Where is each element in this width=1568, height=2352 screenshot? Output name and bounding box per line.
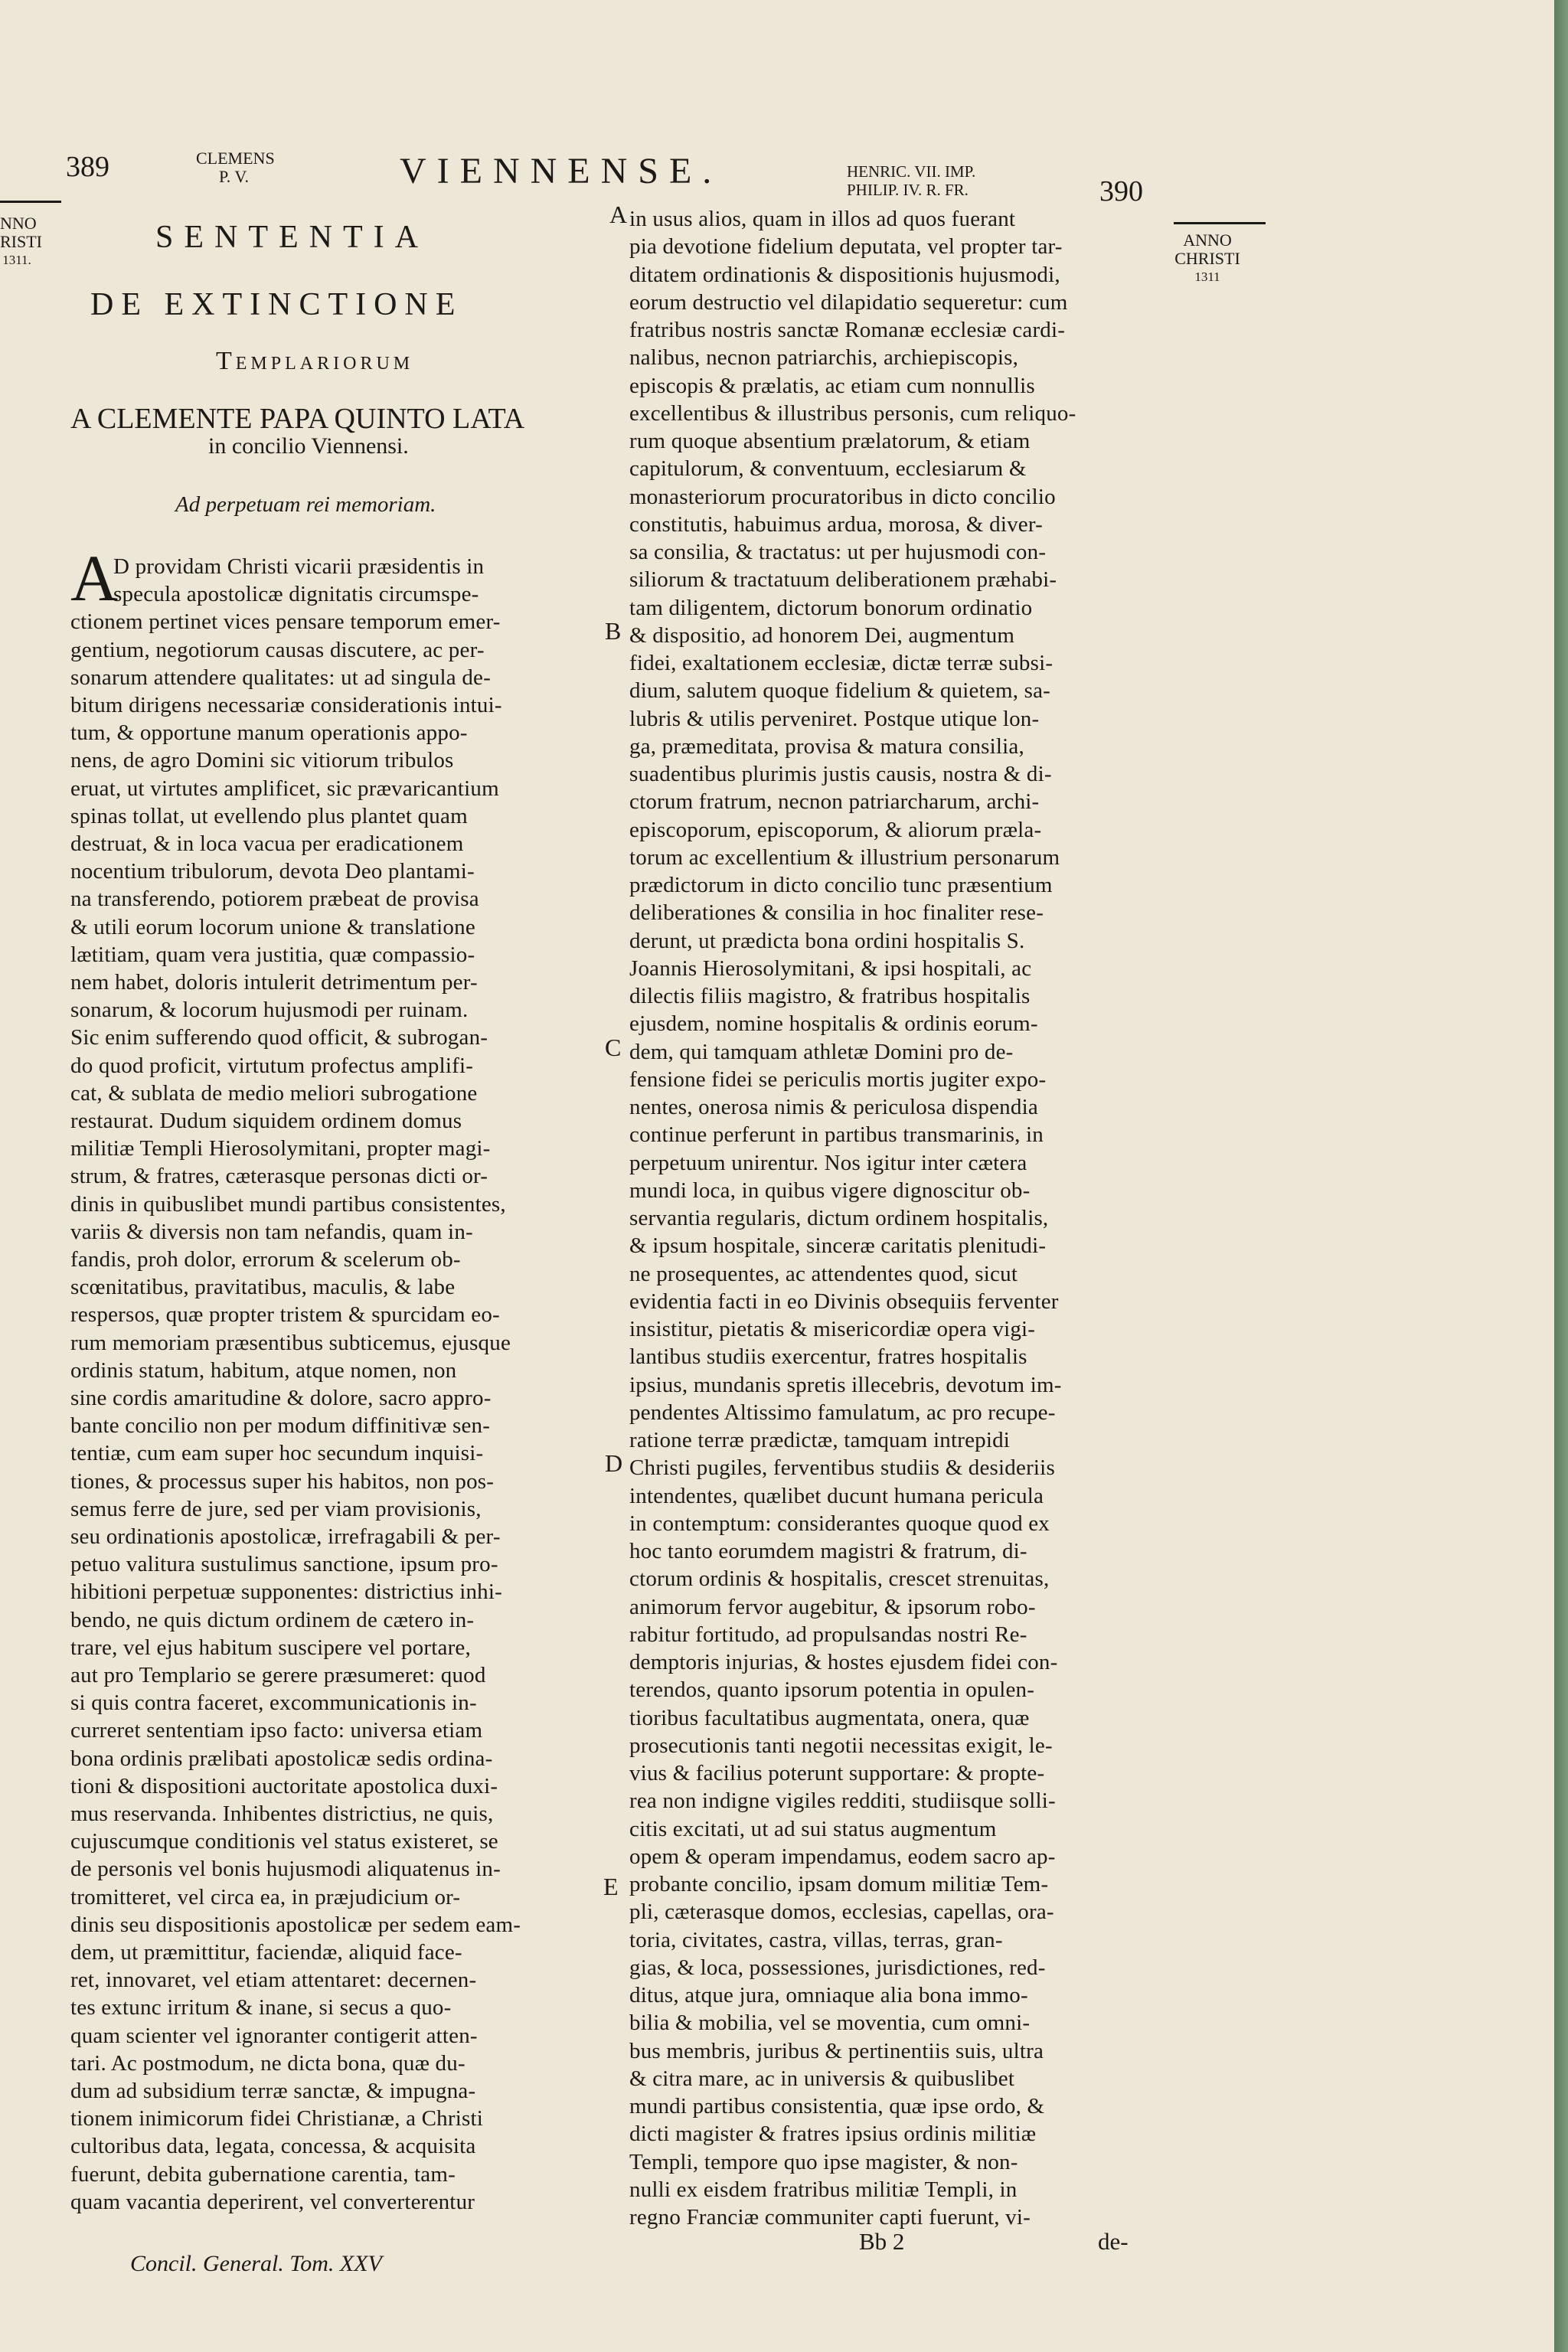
left-column-line: gentium, negotiorum causas discutere, ac per- [70, 637, 485, 662]
right-column-line: monasteriorum procuratoribus in dicto concilio [629, 484, 1056, 509]
right-column-line: ipsius, mundanis spretis illecebris, devotum im- [629, 1372, 1062, 1397]
left-margin-rule [0, 201, 61, 203]
right-column-line: gias, & loca, possessiones, jurisdictiones, red- [629, 1955, 1046, 1980]
left-column-line: seu ordinationis apostolicæ, irrefragabili & per- [70, 1524, 501, 1549]
title-in-concilio: in concilio Viennensi. [208, 433, 409, 459]
right-column-line: constitutis, habuimus ardua, morosa, & diver- [629, 511, 1043, 537]
right-column-line: sa consilia, & tractatus: ut per hujusmodi con- [629, 540, 1047, 564]
right-column-line: deliberationes & consilia in hoc finaliter rese- [629, 900, 1044, 926]
section-marker-e: E [603, 1873, 619, 1900]
title-templariorum: Templariorum [216, 347, 414, 375]
right-column-line: servantia regularis, dictum ordinem hospitalis, [629, 1206, 1049, 1230]
left-pope-line2: P. V. [219, 167, 249, 186]
signature-mark: Bb 2 [859, 2228, 905, 2255]
left-column-line: do quod proficit, virtutum profectus amplifi- [70, 1053, 474, 1078]
right-column-line: eorum destructio vel dilapidatio sequeretur: cum [629, 289, 1068, 315]
left-column-line: D providam Christi vicarii præsidentis in [113, 554, 485, 579]
section-marker-a: A [609, 201, 628, 228]
title-sententia: SENTENTIA [155, 220, 429, 255]
right-column-line: tioribus facultatibus augmentata, onera, quæ [629, 1705, 1030, 1730]
left-column-line: sonarum, & locorum hujusmodi per ruinam. [70, 998, 469, 1023]
right-column-line: & dispositio, ad honorem Dei, augmentum [629, 622, 1015, 648]
right-column-line: prosecutionis tanti negotii necessitas exigit, le- [629, 1733, 1053, 1758]
left-column-line: tari. Ac postmodum, ne dicta bona, quæ du- [70, 2050, 466, 2076]
left-column-line: specula apostolicæ dignitatis circumspe- [113, 582, 479, 607]
right-column-line: excellentibus & illustribus personis, cum reliquo- [629, 400, 1076, 426]
left-column-line: semus ferre de jure, sed per viam provisionis, [70, 1496, 482, 1521]
right-column-line: toria, civitates, castra, villas, terras, gran- [629, 1927, 1003, 1952]
left-column-line: bendo, ne quis dictum ordinem de cætero in- [70, 1607, 475, 1632]
left-column-line: variis & diversis non tam nefandis, quam in- [70, 1219, 473, 1244]
right-column-line: fidei, exaltationem ecclesiæ, dictæ terræ subsi- [629, 651, 1054, 675]
right-column-line: ratione terræ prædictæ, tamquam intrepidi [629, 1428, 1011, 1452]
right-column-line: & ipsum hospitale, sinceræ caritatis plenitudi- [629, 1233, 1047, 1259]
right-column-line: rum quoque absentium prælatorum, & etiam [629, 429, 1031, 453]
right-column-line: tam diligentem, dictorum bonorum ordinatio [629, 595, 1033, 620]
right-column-line: capitulorum, & conventuum, ecclesiarum & [629, 456, 1027, 482]
right-column-line: ditus, atque jura, omniaque alia bona immo- [629, 1983, 1028, 2007]
left-column-line: de personis vel bonis hujusmodi aliquatenus in- [70, 1857, 501, 1882]
right-column-line: ejusdem, nomine hospitalis & ordinis eorum- [629, 1011, 1038, 1037]
right-margin-note-line: 1311 [1194, 270, 1220, 284]
left-column-line: scœnitatibus, pravitatibus, maculis, & labe [70, 1275, 456, 1300]
right-column-line: fratribus nostris sanctæ Romanæ ecclesiæ cardi- [629, 318, 1066, 342]
right-margin-note-line: CHRISTI [1174, 249, 1240, 268]
right-page-number: 390 [1099, 175, 1143, 207]
catchword: de- [1098, 2228, 1129, 2255]
right-column-line: Joannis Hierosolymitani, & ipsi hospitali, ac [629, 956, 1032, 981]
right-column-line: & citra mare, ac in universis & quibuslibet [629, 2066, 1015, 2091]
right-column-line: lantibus studiis exercentur, fratres hospitalis [629, 1344, 1027, 1370]
left-column-line: tentiæ, cum eam super hoc secundum inquisi- [70, 1441, 484, 1466]
right-column-line: ne prosequentes, ac attendentes quod, sicut [629, 1261, 1018, 1286]
left-column-line: na transferendo, potiorem præbeat de provisa [70, 887, 479, 912]
left-column-line: dum ad subsidium terræ sanctæ, & impugna- [70, 2079, 476, 2103]
left-column-line: cat, & sublata de medio meliori subrogatione [70, 1080, 478, 1106]
right-emperor-line1: HENRIC. VII. IMP. [847, 162, 976, 181]
right-column-line: citis excitati, ut ad sui status augmentum [629, 1816, 997, 1841]
left-column-line: hibitioni perpetuæ supponentes: districtius inhi- [70, 1579, 502, 1605]
left-column-line: tiones, & processus super his habitos, non pos- [70, 1468, 495, 1494]
left-column-line: nem habet, doloris intulerit detrimentum per- [70, 970, 478, 995]
right-column-line: episcoporum, episcoporum, & aliorum præla- [629, 817, 1042, 842]
left-pope-line1: CLEMENS [196, 149, 275, 168]
left-margin-note-line: RISTI [0, 232, 42, 251]
drop-cap: A [70, 541, 119, 615]
left-column-line: & utili eorum locorum unione & translatione [70, 914, 475, 939]
right-column-line: continue perferunt in partibus transmarinis, in [629, 1122, 1044, 1148]
left-column-line: restaurat. Dudum siquidem ordinem domus [70, 1109, 462, 1133]
left-column-line: quam scienter vel ignoranter contigerit atten- [70, 2023, 478, 2048]
left-column-line: fuerunt, debita gubernatione carentia, tam- [70, 2161, 456, 2187]
right-column-line: terendos, quanto ipsorum potentia in opulen- [629, 1677, 1035, 1703]
right-column-line: Christi pugiles, ferventibus studiis & desideriis [629, 1455, 1055, 1481]
right-column-line: torum ac excellentium & illustrium personarum [629, 844, 1060, 870]
right-column-line: evidentia facti in eo Divinis obsequiis ferventer [629, 1289, 1059, 1314]
right-column-line: ctorum fratrum, necnon patriarcharum, archi- [629, 789, 1040, 815]
right-column-line: regno Franciæ communiter capti fuerunt, vi- [629, 2205, 1031, 2230]
section-marker-c: C [605, 1034, 622, 1061]
left-column-line: respersos, quæ propter tristem & spurcidam eo- [70, 1302, 500, 1328]
right-column-line: nalibus, necnon patriarchis, archiepiscopis, [629, 345, 1019, 371]
right-column-line: pendentes Altissimo famulatum, ac pro recupe- [629, 1400, 1056, 1425]
left-column-line: ordinis statum, habitum, atque nomen, non [70, 1357, 457, 1383]
right-column-line: dium, salutem quoque fidelium & quietem, sa- [629, 678, 1051, 704]
right-column-line: demptoris injurias, & hostes ejusdem fidei con- [629, 1650, 1058, 1674]
left-column-line: fandis, proh dolor, errorum & scelerum ob- [70, 1247, 461, 1272]
right-column-line: siliorum & tractatuum deliberationem præhabi- [629, 567, 1057, 593]
left-margin-note [0, 214, 42, 270]
right-column-line: in contemptum: considerantes quoque quod ex [629, 1511, 1050, 1536]
right-margin-note-line: ANNO [1183, 230, 1232, 250]
right-column-line: ditatem ordinationis & dispositionis hujusmodi, [629, 262, 1060, 287]
left-column-line: strum, & fratres, cæterasque personas dicti or- [70, 1164, 488, 1189]
right-emperor-line2: PHILIP. IV. R. FR. [847, 181, 969, 199]
left-column-line: tioni & dispositioni auctoritate apostolica duxi- [70, 1773, 498, 1798]
right-column-line: bus membris, juribus & pertinentiis suis, ultra [629, 2038, 1044, 2063]
right-column-line: intendentes, quælibet ducunt humana pericula [629, 1483, 1044, 1508]
right-column-line: in usus alios, quam in illos ad quos fuerant [629, 207, 1016, 231]
title-a-clemente: A CLEMENTE PAPA QUINTO LATA [70, 403, 525, 435]
section-marker-b: B [605, 617, 622, 645]
left-column-line: lætitiam, quam vera justitia, quæ compassio- [70, 942, 475, 967]
left-column-line: aut pro Templario se gerere præsumeret: quod [70, 1663, 486, 1687]
right-column-line: mundi loca, in quibus vigere dignoscitur ob- [629, 1178, 1031, 1203]
left-column-line: si quis contra faceret, excommunicationis in- [70, 1690, 477, 1716]
left-column-line: nocentium tribulorum, devota Deo plantami- [70, 859, 475, 884]
right-column-line: episcopis & prælatis, ac etiam cum nonnullis [629, 373, 1035, 398]
left-column-line: militiæ Templi Hierosolymitani, propter magi- [70, 1136, 491, 1161]
left-column-line: petuo valitura sustulimus sanctione, ipsum pro- [70, 1552, 498, 1577]
right-column-line: pia devotione fidelium deputata, vel propter tar- [629, 234, 1063, 260]
left-column-line: dem, ut præmittitur, faciendæ, aliquid face- [70, 1940, 462, 1965]
subtitle: Ad perpetuam rei memoriam. [175, 492, 436, 517]
left-column-line: tes extunc irritum & inane, si secus a quo- [70, 1995, 452, 2020]
right-column-line: suadentibus plurimis justis causis, nostra & di- [629, 762, 1052, 786]
left-column-line: sonarum attendere qualitates: ut ad singula de- [70, 665, 491, 690]
left-column-line: dinis seu dispositionis apostolicæ per sedem eam- [70, 1912, 521, 1937]
left-column-line: cultoribus data, legata, concessa, & acquisita [70, 2134, 476, 2159]
left-column-line: nens, de agro Domini sic vitiorum tribulos [70, 748, 454, 773]
left-column-line: tum, & opportune manum operationis appo- [70, 720, 468, 746]
right-column-line: perpetuum unirentur. Nos igitur inter cætera [629, 1150, 1027, 1175]
page-edge [1554, 0, 1568, 2352]
left-column-line: bante concilio non per modum diffinitivæ sen- [70, 1413, 491, 1439]
right-column-line: animorum fervor augebitur, & ipsorum robo- [629, 1594, 1036, 1619]
left-column-line: ctionem pertinet vices pensare temporum emer- [70, 609, 501, 635]
right-column-line: opem & operam impendamus, eodem sacro ap- [629, 1844, 1056, 1869]
right-column-line: nulli ex eisdem fratribus militiæ Templi, in [629, 2177, 1018, 2202]
left-column-line: dinis in quibuslibet mundi partibus consistentes, [70, 1191, 506, 1217]
right-column-line: ctorum ordinis & hospitalis, crescet strenuitas, [629, 1566, 1050, 1592]
right-column-line: vius & facilius poterunt supportare: & propte- [629, 1761, 1045, 1785]
left-margin-note-line: NNO [0, 214, 37, 233]
left-column-line: spinas tollat, ut evellendo plus plantet quam [70, 803, 468, 828]
right-column-line: bilia & mobilia, vel se moventia, cum omni- [629, 2011, 1031, 2036]
right-column-line: rabitur fortitudo, ad propulsandas nostri Re- [629, 1622, 1027, 1647]
left-column-line: sine cordis amaritudine & dolore, sacro appro- [70, 1386, 492, 1410]
left-column-line: eruat, ut virtutes amplificet, sic prævaricantium [70, 776, 499, 801]
right-column-line: rea non indigne vigiles redditi, studiisque solli- [629, 1788, 1056, 1814]
left-column-line: ret, innovaret, vel etiam attentaret: decernen- [70, 1968, 477, 1993]
right-column-line: dilectis filiis magistro, & fratribus hospitalis [629, 984, 1031, 1008]
left-column-line: quam vacantia deperirent, vel converterentur [70, 2189, 475, 2214]
right-column-line: insistitur, pietatis & misericordiæ opera vigi- [629, 1317, 1036, 1341]
left-column-line: cujuscumque conditionis vel status existeret, se [70, 1829, 498, 1854]
left-page-number: 389 [66, 151, 109, 183]
left-margin-note-line: 1311. [2, 253, 31, 267]
running-title: VIENNENSE. [400, 151, 723, 191]
left-column-line: curreret sententiam ipso facto: universa etiam [70, 1718, 483, 1743]
right-column-line: ga, præmeditata, provisa & matura consilia, [629, 733, 1024, 759]
right-column-line: lubris & utilis perveniret. Postque utique lon- [629, 706, 1040, 731]
left-column-line: tromitteret, vel circa ea, in præjudicium or- [70, 1884, 461, 1909]
right-column-line: prædictorum in dicto concilio tunc præsentium [629, 873, 1053, 897]
right-column-line: derunt, ut prædicta bona ordini hospitalis S. [629, 928, 1025, 953]
left-column-line: mus reservanda. Inhibentes districtius, ne quis, [70, 1802, 494, 1826]
right-margin-note [1170, 231, 1245, 286]
right-column-line: Templi, tempore quo ipse magister, & non- [629, 2149, 1018, 2174]
right-column-line: dicti magister & fratres ipsius ordinis militiæ [629, 2122, 1037, 2147]
title-de-extinctione: DE EXTINCTIONE [90, 287, 463, 322]
left-column-line: bona ordinis prælibati apostolicæ sedis ordina- [70, 1746, 493, 1771]
left-column-line: tionem inimicorum fidei Christianæ, a Christi [70, 2106, 484, 2132]
right-column-line: fensione fidei se periculis mortis jugiter expo- [629, 1067, 1047, 1092]
right-column-line: pli, cæterasque domos, ecclesias, capellas, ora- [629, 1900, 1054, 1925]
left-column-line: trare, vel ejus habitum suscipere vel portare, [70, 1635, 471, 1660]
right-column-line: nentes, onerosa nimis & periculosa dispendia [629, 1095, 1038, 1119]
right-column-line: dem, qui tamquam athletæ Domini pro de- [629, 1039, 1014, 1064]
right-column-line: hoc tanto eorumdem magistri & fratrum, di- [629, 1539, 1027, 1563]
section-marker-d: D [605, 1449, 623, 1477]
footer-source: Concil. General. Tom. XXV [130, 2251, 382, 2276]
right-column-line: probante concilio, ipsam domum militiæ Tem- [629, 1872, 1049, 1896]
right-column-line: mundi partibus consistentia, quæ ipse ordo, & [629, 2094, 1045, 2118]
left-column-line: destruat, & in loca vacua per eradicationem [70, 831, 464, 856]
left-column-line: rum memoriam præsentibus subticemus, ejusque [70, 1330, 511, 1355]
left-column-line: bitum dirigens necessariæ considerationis intui- [70, 693, 502, 717]
left-column-line: Sic enim sufferendo quod officit, & subrogan- [70, 1025, 488, 1050]
right-margin-rule [1174, 222, 1266, 224]
